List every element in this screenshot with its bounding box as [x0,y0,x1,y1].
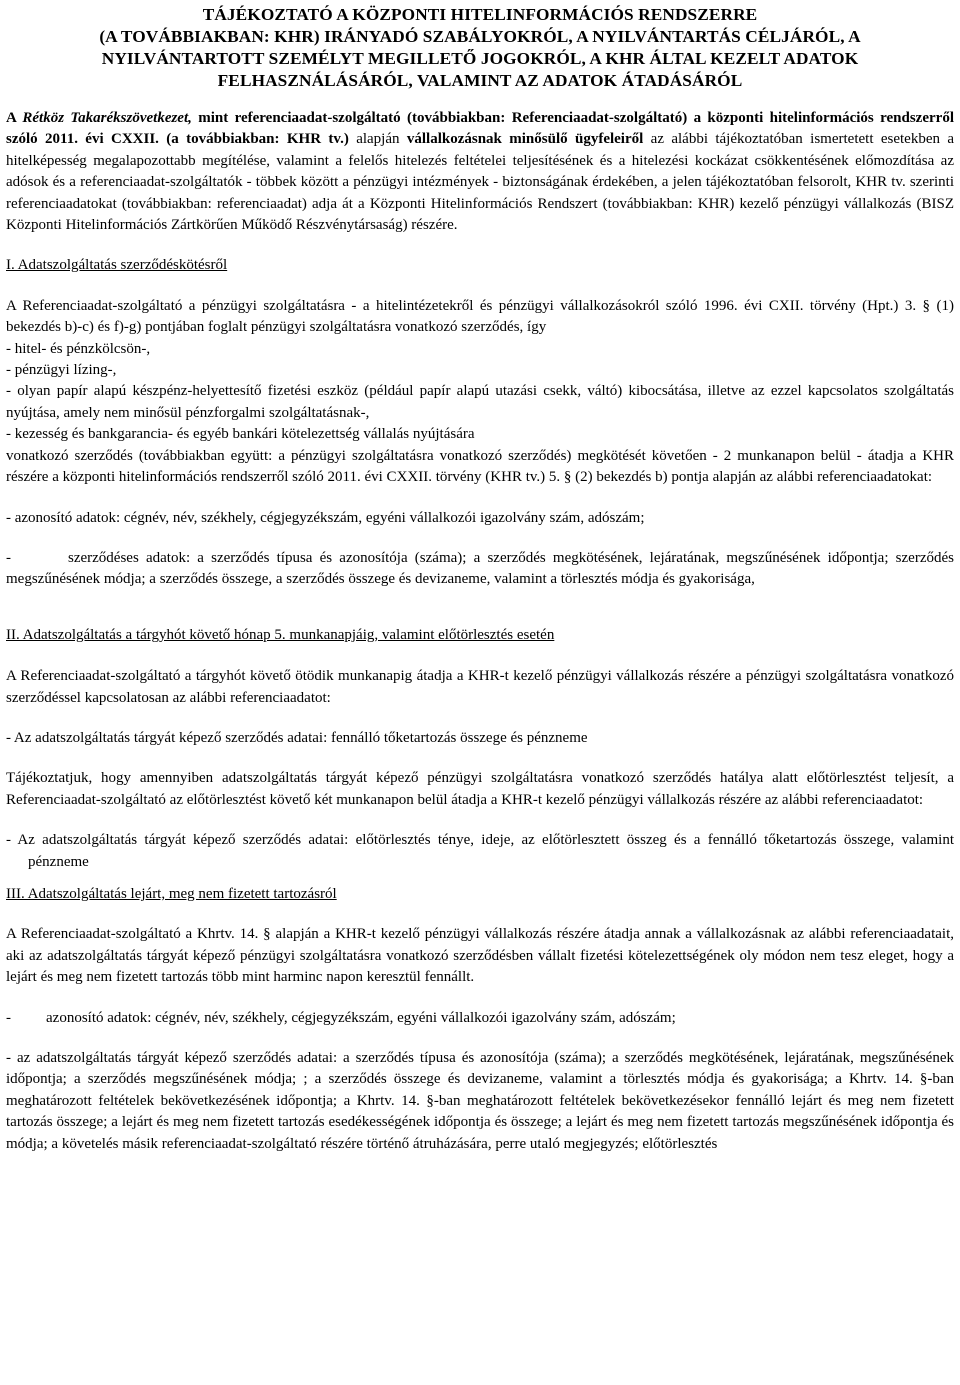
title-line-3: NYILVÁNTARTOTT SZEMÉLYT MEGILLETŐ JOGOKRÓL, A KHR ÁLTAL KEZELT ADATOK [101,49,859,68]
intro-company-name: Rétköz Takarékszövetkezet, [22,110,192,126]
section-1-data-contract-dash: - [6,549,11,566]
intro-paragraph [6,108,954,236]
section-3-data-identification-text: azonosító adatok: cégnév, név, székhely, cégjegyzékszám, egyéni vállalkozói igazolvány szám, adószám; [46,1009,676,1026]
title-line-1: TÁJÉKOZTATÓ A KÖZPONTI HITELINFORMÁCIÓS RENDSZERRE [202,5,758,24]
section-2-paragraph: A Referenciaadat-szolgáltató a tárgyhót követő ötödik munkanapig átadja a KHR-t kezelő pénzügyi vállalkozás részére a pénzügyi szolgáltatásra vonatkozó szerződéssel kapcsolatosan az alábbi referenciaadatot: [6,668,954,706]
section-1-data-contract [6,548,954,591]
section-1-item-2: - pénzügyi lízing-, [6,362,117,379]
section-3-paragraph: A Referenciaadat-szolgáltató a Khrtv. 14. § alapján a KHR-t kezelő pénzügyi vállalkozás részére átadja annak a vállalkozásnak az alábbi referenciaadatait, aki az adatszolgáltatás tárgyát képező pénzügyi szolgáltatásra vonatkozó szerződésben vállalt fizetési kötelezettségének oly módon nem tesz eleget, hogy a lejárt és meg nem fizetett tartozás több mint harminc napon keresztül fennállt. [6,926,954,986]
document-title [6,4,954,92]
section-2-paragraph-2: Tájékoztatjuk, hogy amennyiben adatszolgáltatás tárgyát képező pénzügyi szolgáltatásra vonatkozó szerződés hatálya alatt előtörlesztést teljesít, a Referenciaadat-szolgáltató az előtörlesztést követő két munkanapon belül átadja a KHR-t kezelő pénzügyi vállalkozás részére az alábbi referenciaadatot: [6,770,954,808]
section-2-item-2: - Az adatszolgáltatás tárgyát képező szerződés adatai: előtörlesztés ténye, ideje, az előtörlesztett összeg és a fennálló tőketartozás összege, valamint pénzneme [6,832,954,870]
section-1-heading: I. Adatszolgáltatás szerződéskötésről [6,257,228,274]
section-3-data-contract: - az adatszolgáltatás tárgyát képező szerződés adatai: a szerződés típusa és azonosítója (száma); a szerződés megkötésének, lejáratának, megszűnésének időpontja; a szerződés megszűnésének módja; ; a szerződés összege és devizaneme, valamint a törlesztés módja és gyakorisága; a Khrtv. 14. §-ban meghatározott feltételek bekövetkezésének időpontja; a Khrtv. 14. §-ban meghatározott feltételek bekövetkezésekor fennálló lejárt és meg nem fizetett tartozás összege; a lejárt és meg nem fizetett tartozás esedékességének időpontja és összege; a lejárt és meg nem fizetett tartozás megszűnésének időpontja és módja; a követelés másik referenciaadat-szolgáltató részére történő átruházására, perre utaló megjegyzés; előtörlesztés [6,1050,954,1152]
section-1-data-contract-text: szerződéses adatok: a szerződés típusa és azonosítója (száma); a szerződés megkötésének, lejáratának, megszűnésének időpontja; szerződés megszűnésének módja; a szerződés összege, a szerződés összege és devizaneme, valamint a törlesztés módja és gyakorisága, [6,549,954,588]
intro-bold-2: vállalkozásnak minősülő ügyfeleiről [406,131,644,148]
section-1-item-4: - kezesség és bankgarancia- és egyéb bankári kötelezettség vállalás nyújtására [6,426,475,443]
intro-bold-text: mint referenciaadat-szolgáltató (továbbiakban: Referenciaadat-szolgáltató) a központi hitelinformációs rendszerről szóló 2011. évi CXXII. (a továbbiakban: KHR tv.) [6,110,954,148]
section-1-item-3: - olyan papír alapú készpénz-helyettesítő fizetési eszköz (például papír alapú utazási csekk, váltó) kibocsátása, illetve az ezzel kapcsolatos szolgáltatás nyújtása, amely nem minősül pénzforgalmi szolgáltatásnak-, [6,383,954,421]
intro-normal-1: alapján [348,131,407,148]
title-line-2: (A TOVÁBBIAKBAN: KHR) IRÁNYADÓ SZABÁLYOKRÓL, A NYILVÁNTARTÁS CÉLJÁRÓL, A [99,27,861,46]
section-3-heading: III. Adatszolgáltatás lejárt, meg nem fizetett tartozásról [6,885,337,902]
section-1-data-identification: - azonosító adatok: cégnév, név, székhely, cégjegyzékszám, egyéni vállalkozói igazolvány szám, adószám; [6,509,645,526]
section-2-item: - Az adatszolgáltatás tárgyát képező szerződés adatai: fennálló tőketartozás összege és pénzneme [6,729,588,746]
title-line-4: FELHASZNÁLÁSÁRÓL, VALAMINT AZ ADATOK ÁTADÁSÁRÓL [217,71,743,90]
section-1-paragraph: A Referenciaadat-szolgáltató a pénzügyi szolgáltatásra - a hitelintézetekről és pénzügyi vállalkozásokról szóló 1996. évi CXII. törvény (Hpt.) 3. § (1) bekezdés b)-c) és f)-g) pontjában foglalt pénzügyi szolgáltatásra vonatkozó szerződés, így [6,297,954,336]
intro-a: A [6,110,23,126]
section-1-paragraph-2: vonatkozó szerződés (továbbiakban együtt: a pénzügyi szolgáltatásra vonatkozó szerződés) megkötését követően - 2 munkanapon belül - átadja a KHR részére a központi hitelinformációs rendszerről szóló 2011. évi CXXII. törvény (KHR tv.) 5. § (2) bekezdés b) pontja alapján az alábbi referenciaadatokat: [6,447,954,486]
section-3-data-identification-dash: - [6,1009,11,1026]
intro-normal-2: az alábbi tájékoztatóban ismertetett esetekben a hitelképesség megalapozottabb megítélése, valamint a felelős hitelezés feltételei teljesítésének és a hitelezési kockázat csökkentésének előmozdítása az adósok és a referenciaadat-szolgáltatók - többek között a pénzügyi intézmények - biztonságának érdekében, a jelen tájékoztatóban felsorolt, KHR tv. szerinti referenciaadatokat (továbbiakban: referenciaadat) adja át a Központi Hitelinformációs Rendszert (továbbiakban: KHR) kezelő pénzügyi vállalkozás (BISZ Központi Hitelinformációs Zártkörűen Működő Részvénytársaság) részére. [6,131,955,234]
section-1-item-1: - hitel- és pénzkölcsön-, [6,340,151,357]
section-2-heading: II. Adatszolgáltatás a tárgyhót követő hónap 5. munkanapjáig, valamint előtörlesztés esetén [6,626,555,643]
section-3-data-identification [6,1008,954,1029]
